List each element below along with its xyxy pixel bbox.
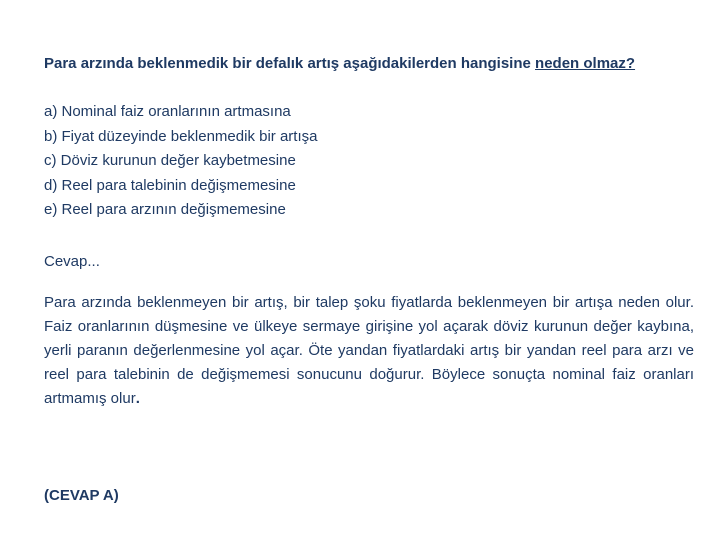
explanation-body: Para arzında beklenmeyen bir artış, bir talep şoku fiyatlarda beklenmeyen bir artışa neden olur. Faiz oranlarının düşmesine ve ülkeye sermaye girişine yol açarak döviz kurunun değer kaybına, yerli paranın değerlenmesine yol açar. Öte yandan fiyatlardaki artış bir yandan reel para arzı ve reel para talebinin de değişmemesi sonucunu doğurur. Böylece sonuçta nominal faiz oranları artmamış olur	[44, 293, 694, 407]
explanation-paragraph	[44, 291, 694, 411]
option-e: e) Reel para arzının değişmemesine	[44, 201, 286, 218]
question-text	[44, 52, 694, 76]
final-answer: (CEVAP A)	[44, 487, 119, 504]
answer-label: Cevap...	[44, 252, 100, 270]
option-b: b) Fiyat düzeyinde beklenmedik bir artışa	[44, 127, 318, 145]
explanation-end: .	[135, 389, 140, 407]
option-c: c) Döviz kurunun değer kaybetmesine	[44, 152, 296, 169]
option-d: d) Reel para talebinin değişmemesine	[44, 176, 296, 194]
question-main: Para arzında beklenmedik bir defalık artış aşağıdakilerden hangisine	[44, 55, 536, 72]
option-a: a) Nominal faiz oranlarının artmasına	[44, 103, 291, 120]
question-underlined: neden olmaz?	[535, 55, 636, 72]
slide-content	[44, 52, 694, 411]
answer-options	[44, 100, 694, 223]
